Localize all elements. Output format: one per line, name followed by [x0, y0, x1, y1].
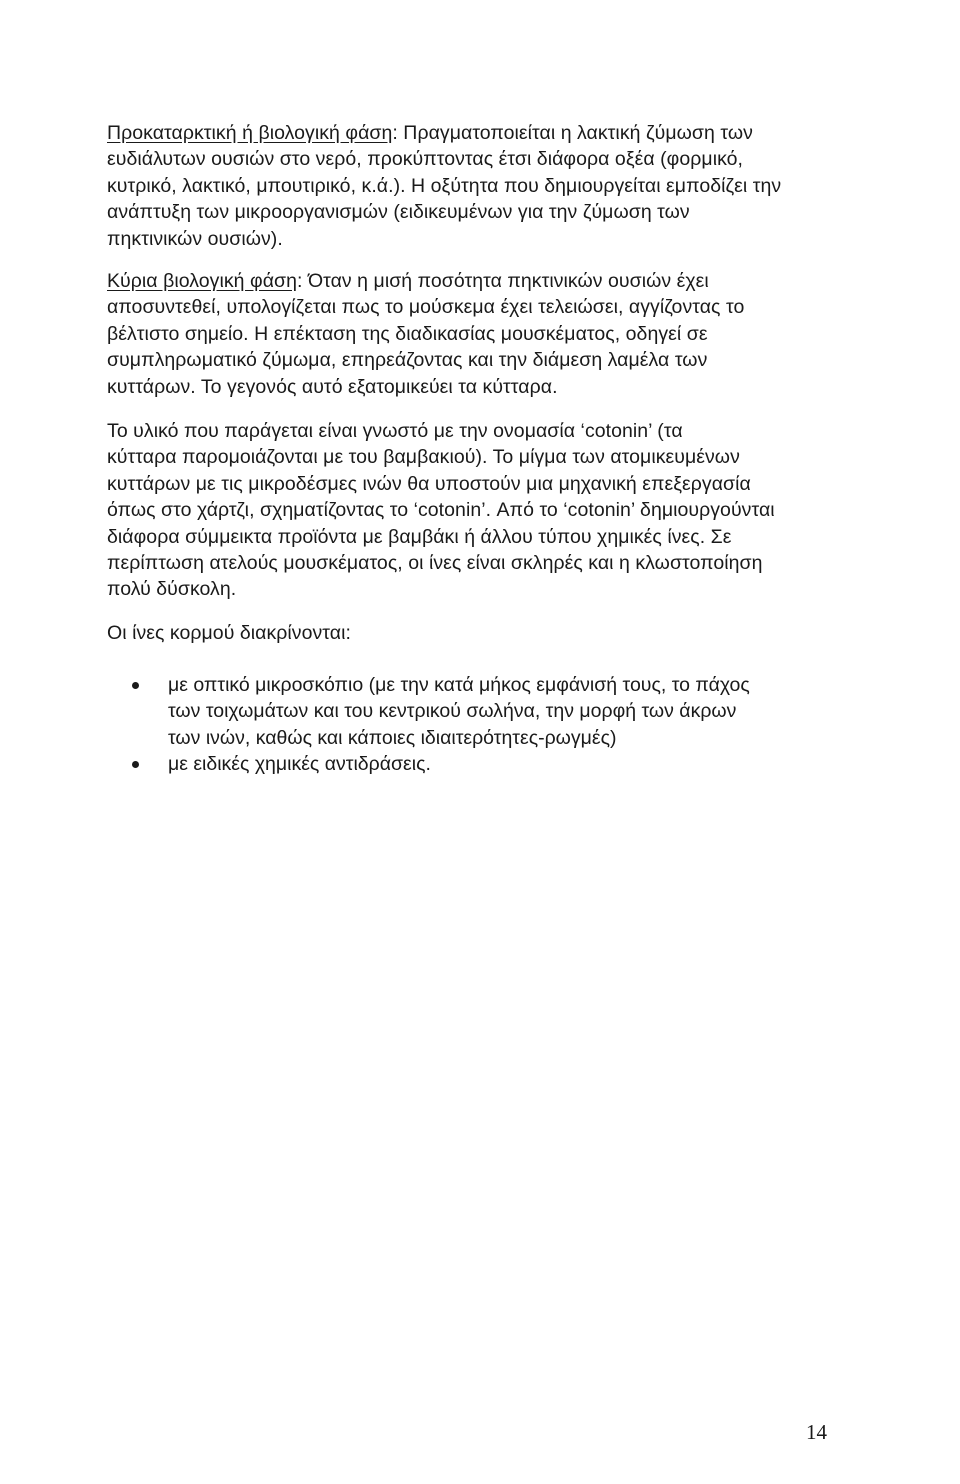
- list-item: [132, 672, 750, 751]
- text-line: κυτρικό, λακτικό, μπουτιρικό, κ.ά.). Η οξύτητα που δημιουργείται εμποδίζει την: [107, 174, 782, 197]
- text-line: πολύ δύσκολη.: [107, 578, 237, 601]
- paragraph-cotonin: [107, 418, 775, 603]
- text-line: κύτταρα παρομοιάζονται με του βαμβακιού). Το μίγμα των ατομικευμένων: [107, 446, 740, 469]
- bullet-icon: [132, 682, 139, 689]
- bullet-list: [132, 672, 750, 778]
- text-line: Οι ίνες κορμού διακρίνονται:: [107, 622, 351, 644]
- bullet-icon: [132, 761, 139, 768]
- text-line: κυττάρων με τις μικροδέσμες ινών θα υποστούν μια μηχανική επεξεργασία: [107, 472, 751, 495]
- text-line: πηκτινικών ουσιών).: [107, 227, 283, 250]
- text-line: των τοιχωμάτων και του κεντρικού σωλήνα, την μορφή των άκρων: [168, 700, 737, 723]
- section-term: Κύρια βιολογική φάση: [107, 270, 298, 292]
- page-number: 14: [806, 1420, 827, 1444]
- text-line: Το υλικό που παράγεται είναι γνωστό με την ονομασία ‘cotonin’ (τα: [107, 420, 683, 442]
- text-line: των ινών, καθώς και κάποιες ιδιαιτερότητες-ρωγμές): [168, 726, 617, 749]
- text-line: διάφορα σύμμεικτα προϊόντα με βαμβάκι ή άλλου τύπου χημικές ίνες. Σε: [107, 525, 732, 548]
- text-line: [107, 268, 744, 294]
- text-line: ευδιάλυτων ουσιών στο νερό, προκύπτοντας έτσι διάφορα οξέα (φορμικό,: [107, 148, 744, 171]
- text-run: : Πραγματοποιείται η λακτική ζύμωση των: [392, 122, 753, 144]
- text-run: : Όταν η μισή ποσότητα πηκτινικών ουσιών έχει: [297, 270, 709, 292]
- text-line: με οπτικό μικροσκόπιο (με την κατά μήκος εμφάνισή τους, το πάχος: [168, 674, 750, 696]
- text-line: περίπτωση ατελούς μουσκέματος, οι ίνες είναι σκληρές και η κλωστοποίηση: [107, 552, 763, 575]
- text-line: ανάπτυξη των μικροοργανισμών (ειδικευμένων για την ζύμωση των: [107, 201, 690, 224]
- text-line: βέλτιστο σημείο. Η επέκταση της διαδικασίας μουσκέματος, οδηγεί σε: [107, 322, 708, 345]
- list-item: [132, 751, 750, 777]
- paragraph-preliminary-phase: [107, 120, 781, 252]
- text-line: κυττάρων. Το γεγονός αυτό εξατομικεύει τα κύτταρα.: [107, 375, 558, 398]
- section-term: Προκαταρκτική ή βιολογική φάση: [107, 122, 393, 144]
- text-line: [107, 120, 781, 146]
- text-line: συμπληρωματικό ζύμωμα, επηρεάζοντας και την διάμεση λαμέλα των: [107, 349, 708, 372]
- text-line: αποσυντεθεί, υπολογίζεται πως το μούσκεμα έχει τελειώσει, αγγίζοντας το: [107, 296, 745, 319]
- paragraph-intro-list: [107, 620, 351, 646]
- text-line: όπως στο χάρτζι, σχηματίζοντας το ‘cotonin’. Από το ‘cotonin’ δημιουργούνται: [107, 499, 775, 522]
- paragraph-main-phase: [107, 268, 744, 400]
- text-line: με ειδικές χημικές αντιδράσεις.: [168, 753, 431, 776]
